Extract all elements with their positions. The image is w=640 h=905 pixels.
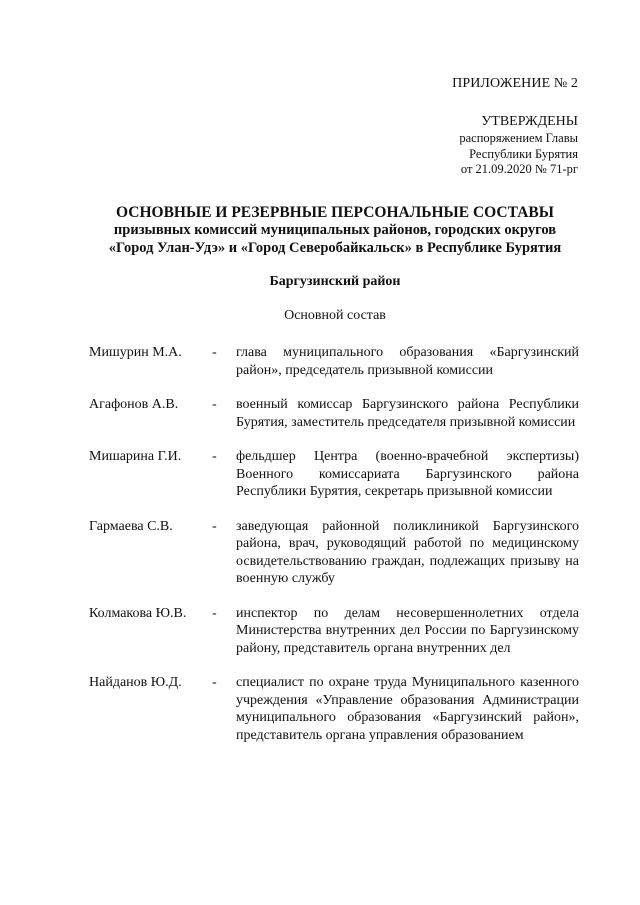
member-role: военный комиссар Баргузинского района Республики Бурятия, заместитель председателя призывной комиссии — [236, 397, 579, 430]
appendix-label: ПРИЛОЖЕНИЕ № 2 — [452, 76, 578, 91]
member-role: глава муниципального образования «Баргузинский район», председатель призывной комиссии — [236, 345, 579, 378]
district-heading: Баргузинский район — [269, 274, 401, 289]
member-name: Мишарина Г.И. — [89, 449, 182, 464]
document-title — [80, 203, 590, 257]
approval-line-3: от 21.09.2020 № 71-рг — [460, 162, 578, 176]
member-dash: - — [212, 397, 217, 412]
title-line-2: призывных комиссий муниципальных районов, городских округов — [113, 222, 557, 238]
member-dash: - — [212, 345, 217, 360]
approval-line-2: Республики Бурятия — [469, 146, 578, 161]
member-dash: - — [212, 518, 217, 534]
member-entry — [89, 674, 579, 744]
member-name: Агафонов А.В. — [89, 397, 179, 412]
member-entry — [89, 605, 579, 658]
composition-heading: Основной состав — [284, 308, 386, 323]
member-entry — [89, 344, 579, 379]
approval-block — [459, 113, 578, 178]
member-name: Найданов Ю.Д. — [89, 675, 182, 690]
title-line-3: «Город Улан-Удэ» и «Город Северобайкальск» в Республике Бурятия — [108, 239, 562, 256]
member-entry — [89, 448, 579, 501]
member-name: Гармаева С.В. — [89, 518, 173, 534]
member-role: инспектор по делам несовершеннолетних отдела Министерства внутренних дел России по Баргузинскому району, представитель органа внутренних дел — [236, 605, 579, 656]
approval-line-1: распоряжением Главы — [459, 131, 578, 145]
members-list — [89, 344, 579, 744]
member-role: фельдшер Центра (военно-врачебной экспертизы) Военного комиссариата Баргузинского района Республики Бурятия, секретарь призывной комиссии — [236, 449, 579, 499]
member-name: Мишурин М.А. — [89, 345, 182, 360]
member-dash: - — [212, 449, 217, 464]
member-role: специалист по охране труда Муниципального казенного учреждения «Управление образования Администрации муниципального образования «Баргузинский район», представитель органа управления образованием — [236, 675, 579, 743]
member-entry — [89, 518, 579, 588]
member-dash: - — [212, 605, 217, 621]
member-name: Колмакова Ю.В. — [89, 605, 187, 621]
member-role: заведующая районной поликлиникой Баргузинского района, врач, руководящий работой по медицинскому освидетельствованию граждан, подлежащих призыву на военную службу — [236, 518, 579, 586]
member-dash: - — [212, 675, 217, 690]
member-entry — [89, 396, 579, 431]
approval-heading: УТВЕРЖДЕНЫ — [481, 114, 578, 129]
title-line-1: ОСНОВНЫЕ И РЕЗЕРВНЫЕ ПЕРСОНАЛЬНЫЕ СОСТАВЫ — [116, 204, 554, 221]
